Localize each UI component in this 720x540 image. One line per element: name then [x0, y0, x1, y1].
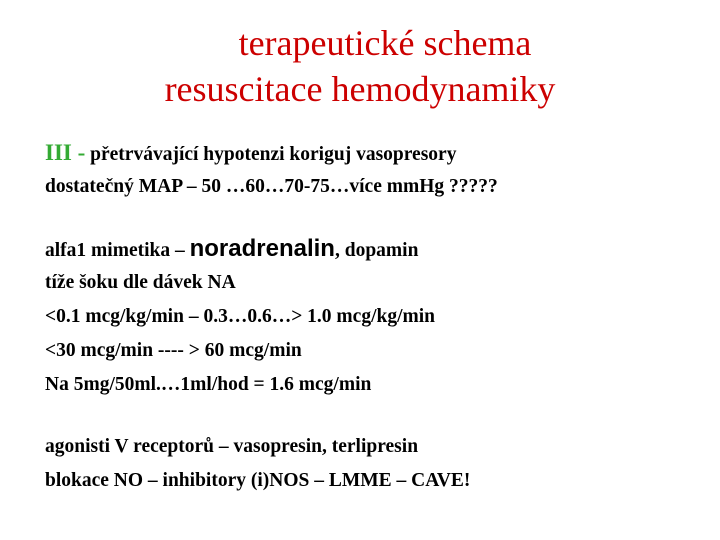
dose-line: <0.1 mcg/kg/min – 0.3…0.6…> 1.0 mcg/kg/min [45, 306, 436, 327]
dose-line: Na 5mg/50ml.…1ml/hod = 1.6 mcg/min [45, 374, 372, 395]
title-line-1: terapeutické schema [238, 23, 532, 63]
alpha-suffix: , dopamin [334, 240, 419, 261]
title-line-2: resuscitace hemodynamiky [164, 69, 556, 109]
slide-title [0, 20, 720, 112]
alpha-line [45, 236, 705, 262]
alpha-prefix: alfa1 mimetika – [45, 240, 185, 261]
final-line: blokace NO – inhibitory (i)NOS – LMME – CAVE! [45, 470, 471, 491]
final-line: agonisti V receptorů – vasopresin, terlipresin [45, 436, 419, 457]
dose-line: <30 mcg/min ---- > 60 mcg/min [45, 340, 302, 361]
dose-line: tíže šoku dle dávek NA [45, 272, 236, 293]
section-heading [45, 140, 705, 166]
slide-body [45, 140, 705, 494]
map-line: dostatečný MAP – 50 …60…70-75…více mmHg ????? [45, 176, 498, 197]
section-heading-text: přetrvávající hypotenzi koriguj vasopresory [90, 144, 457, 165]
roman-numeral: III - [45, 140, 86, 165]
alpha-highlight: noradrenalin [189, 235, 335, 262]
